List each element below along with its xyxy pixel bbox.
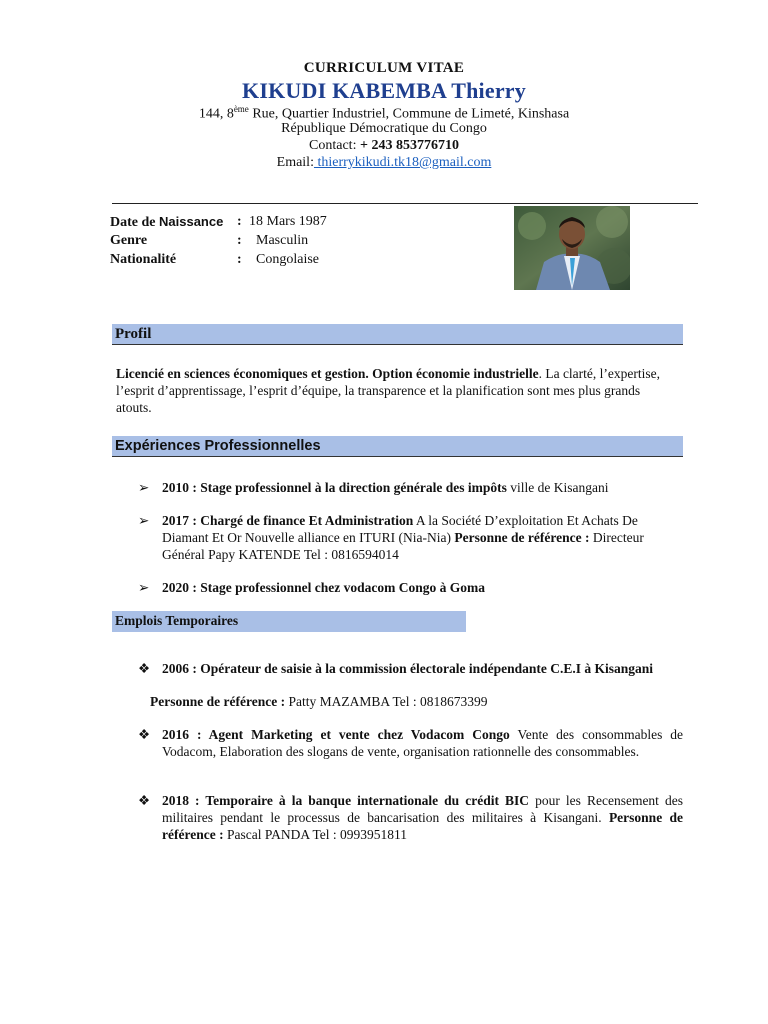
profil-text: Licencié en sciences économiques et gestion. Option économie industrielle. La clarté, l’expertise, l’esprit d’apprentissage, l’esprit d’équipe, la transparence et la planification sont mes plus grands atouts. <box>116 366 661 415</box>
profile-photo <box>514 206 630 290</box>
email-link[interactable]: thierrykikudi.tk18@gmail.com <box>313 155 492 170</box>
arrow-bullet-icon: ➢ <box>138 580 150 595</box>
birth-label: Date de Naissance <box>110 214 224 230</box>
section-experiences: Expériences Professionnelles <box>112 436 683 457</box>
experience-item: ➢ 2010 : Stage professionnel à la direction générale des impôts ville de Kisangani <box>138 480 609 495</box>
section-temporaires: Emplois Temporaires <box>112 611 466 632</box>
diamond-bullet-icon: ❖ <box>138 793 151 808</box>
nationality-label: Nationalité <box>110 252 177 267</box>
temporary-item: ❖ 2006 : Opérateur de saisie à la commission électorale indépendante C.E.I à Kisangani <box>138 661 653 676</box>
diamond-bullet-icon: ❖ <box>138 727 151 742</box>
nationality-value: Congolaise <box>256 252 319 267</box>
section-profil: Profil <box>112 324 683 345</box>
experience-item: ➢ 2020 : Stage professionnel chez vodacom Congo à Goma <box>138 580 485 595</box>
phone-number: + 243 853776710 <box>359 138 459 153</box>
cv-label: CURRICULUM VITAE <box>303 60 465 76</box>
temporary-item: ❖ 2018 : Temporaire à la banque internationale du crédit BIC pour les Recensement des militaires pendant le processus de bancarisation des militaires à Kisangani. Personne de référence : Pascal PANDA Tel : 0993951811 <box>138 793 683 842</box>
arrow-bullet-icon: ➢ <box>138 480 150 495</box>
arrow-bullet-icon: ➢ <box>138 513 150 528</box>
temporary-item: ❖ 2016 : Agent Marketing et vente chez Vodacom Congo Vente des consommables de Vodacom, Elaboration des slogans de vente, organisation rationnelle des consommables. <box>138 727 684 759</box>
address: 144, 8ème Rue, Quartier Industriel, Commune de Limeté, Kinshasa <box>198 104 570 122</box>
candidate-name: KIKUDI KABEMBA Thierry <box>242 78 526 103</box>
temporary-reference: Personne de référence : Patty MAZAMBA Tel : 0818673399 <box>150 694 488 709</box>
gender-value: Masculin <box>256 233 309 248</box>
header-divider <box>112 203 698 204</box>
diamond-bullet-icon: ❖ <box>138 661 151 676</box>
gender-label: Genre <box>110 233 148 248</box>
birth-value: 18 Mars 1987 <box>249 214 327 229</box>
country: République Démocratique du Congo <box>281 121 487 136</box>
contact: Contact: + 243 853776710 <box>309 138 459 153</box>
email: Email: thierrykikudi.tk18@gmail.com <box>276 155 492 170</box>
experience-item: ➢ 2017 : Chargé de finance Et Administration A la Société D’exploitation Et Achats De Diamant Et Or Nouvelle alliance en ITURI (Nia-Nia) Personne de référence : Directeur Général Papy KATENDE Tel : 0816594014 <box>138 513 644 562</box>
